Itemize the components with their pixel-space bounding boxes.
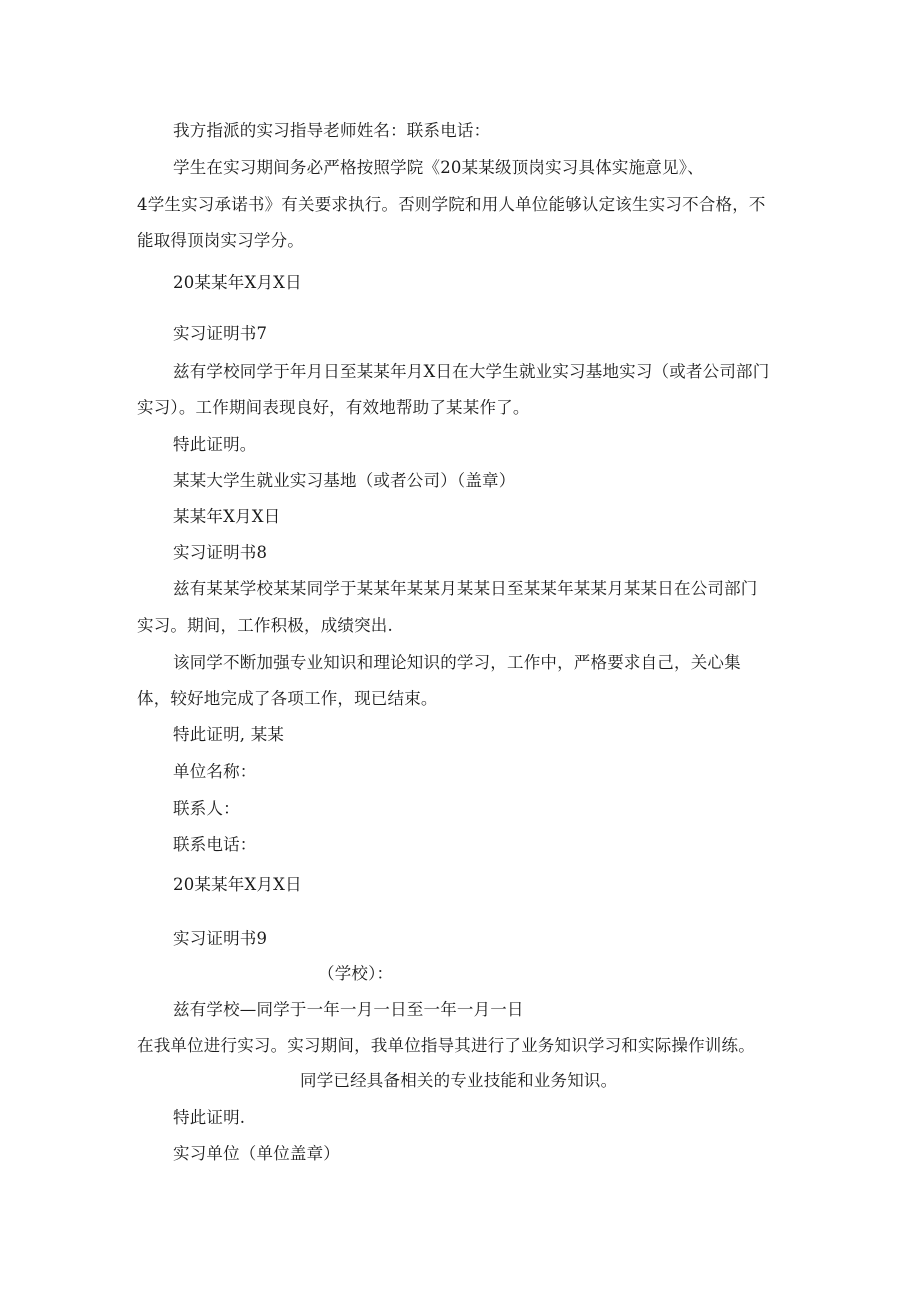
- requirement-paragraph-line-3: 能取得顶岗实习学分。: [137, 231, 304, 250]
- cert9-proof: 特此证明.: [173, 1108, 246, 1127]
- cert7-body-line-2: 实习）。工作期间表现良好，有效地帮助了某某作了。: [137, 398, 530, 417]
- date-line: 20某某年X月X日: [173, 273, 302, 292]
- cert8-body2-line-1: 该同学不断加强专业知识和理论知识的学习，工作中，严格要求自己，关心集: [173, 653, 741, 672]
- cert8-date: 20某某年X月X日: [173, 875, 302, 894]
- cert8-body2-line-2: 体，较好地完成了各项工作，现已结束。: [137, 689, 438, 708]
- cert9-body-line-1: 兹有学校—同学于一年一月一日至一年一月一日: [173, 1000, 524, 1019]
- cert7-date: 某某年X月X日: [173, 507, 281, 526]
- cert9-title: 实习证明书9: [173, 929, 268, 948]
- requirement-paragraph-line-2: 4学生实习承诺书》有关要求执行。否则学院和用人单位能够认定该生实习不合格，不: [137, 195, 766, 214]
- cert8-unit-name: 单位名称：: [173, 762, 257, 781]
- cert9-school-salutation: （学校）：: [318, 964, 394, 983]
- cert8-contact-person: 联系人：: [173, 799, 240, 818]
- cert9-body-line-2: 在我单位进行实习。实习期间，我单位指导其进行了业务知识学习和实际操作训练。: [137, 1036, 755, 1055]
- supervisor-info-line: 我方指派的实习指导老师姓名：联系电话：: [173, 121, 491, 140]
- cert7-title: 实习证明书7: [173, 324, 268, 343]
- cert7-body-line-1: 兹有学校同学于年月日至某某年月X日在大学生就业实习基地实习（或者公司部门: [173, 362, 770, 381]
- cert8-title: 实习证明书8: [173, 543, 268, 562]
- requirement-paragraph-line-1: 学生在实习期间务必严格按照学院《20某某级顶岗实习具体实施意见》、: [173, 158, 704, 177]
- cert7-organization: 某某大学生就业实习基地（或者公司）（盖章）: [173, 471, 516, 490]
- cert8-contact-phone: 联系电话：: [173, 835, 257, 854]
- cert8-proof: 特此证明, 某某: [173, 725, 285, 744]
- cert9-body-line-3: 同学已经具备相关的专业技能和业务知识。: [300, 1071, 618, 1090]
- cert8-body-line-1: 兹有某某学校某某同学于某某年某某月某某日至某某年某某月某某日在公司部门: [173, 579, 758, 598]
- cert9-unit-stamp: 实习单位（单位盖章）: [173, 1144, 340, 1163]
- cert7-proof: 特此证明。: [173, 435, 257, 454]
- cert8-body-line-2: 实习。期间，工作积极，成绩突出.: [137, 616, 393, 635]
